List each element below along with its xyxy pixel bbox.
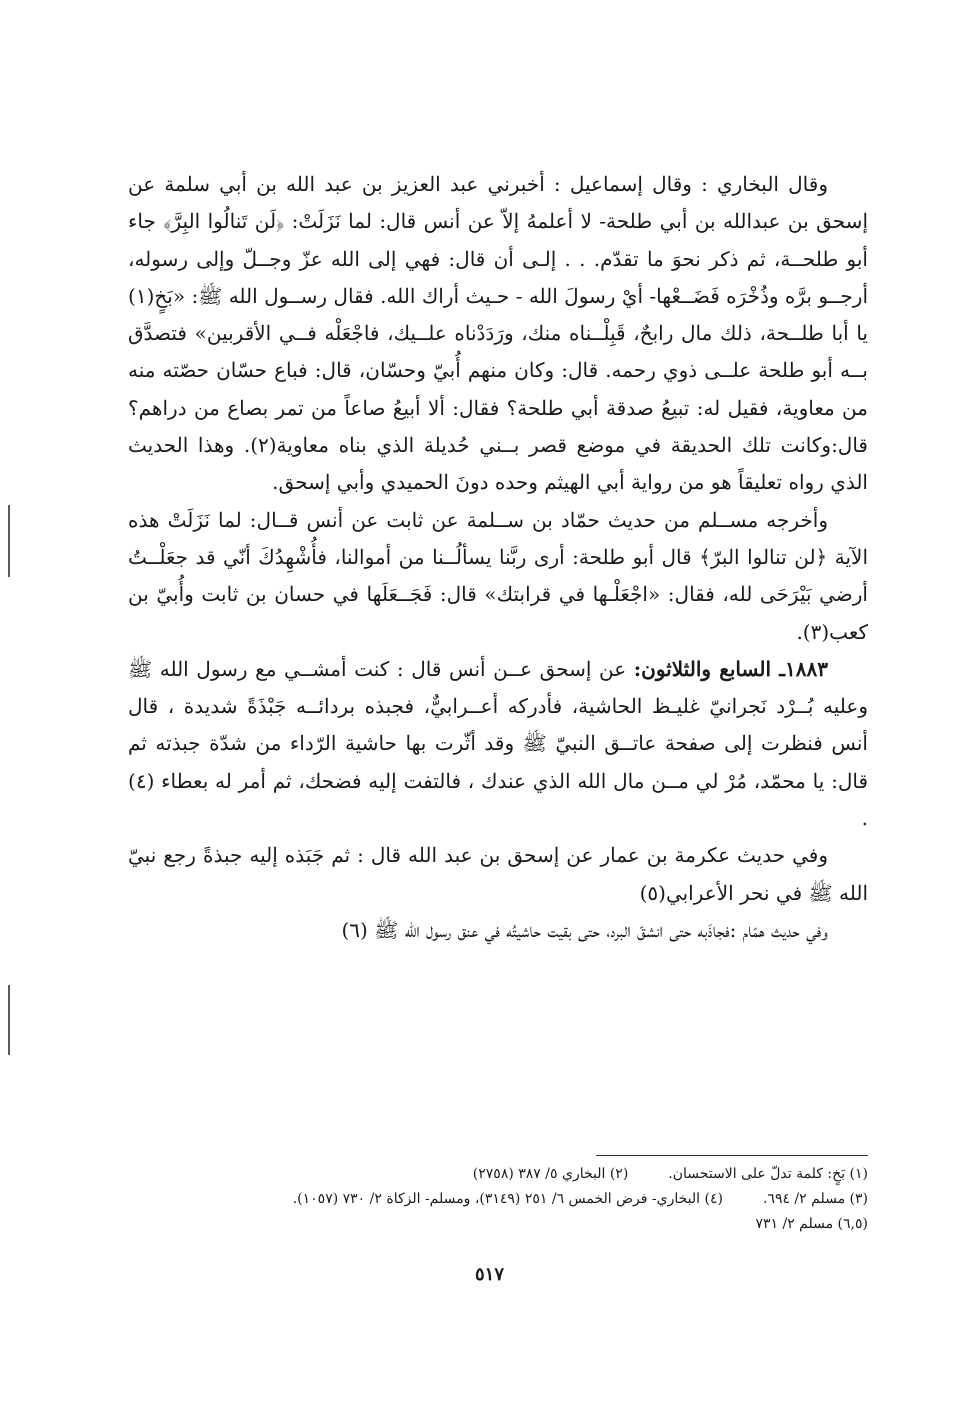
- paragraph-hadith-1883: [128, 651, 868, 837]
- paragraph-hammam: وفي حديث همّام :فجاذَبه حتى انشقّ البرد، حتى بقيت حاشيتُه في عنق رسول الله ﷺ (٦): [341, 917, 828, 942]
- main-text: [128, 166, 868, 949]
- footnotes: [128, 1162, 868, 1237]
- footnote-3: (٣) مسلم ٢/ ٦٩٤.: [762, 1191, 868, 1207]
- footnote-5-6: (٦,٥) مسلم ٢/ ٧٣١: [755, 1216, 868, 1232]
- hadith-body: عن إسحق عــن أنس قال : كنت أمشــي مع رسول الله ﷺ وعليه بُــرْد نَجرانيّ غليـظ الحاشية، فأدركه أعــرابيٌّ، فجبذه بردائــه جَبْذَةً شديدة ، قال أنس فنظرت إلى صفحة عاتــق النبيّ ﷺ وقد أثّرت بها حاشية الرّداء من شدّة جبذته ثم قال: يا محمّد، مُرْ لي مــن مال الله الذي عندك ، فالتفت إليه فضحك، ثم أمر له بعطاء (٤) .: [128, 656, 868, 831]
- margin-mark-lower: [8, 985, 10, 1055]
- footnote-2: (٢) البخاري ٥/ ٣٨٧ (٢٧٥٨): [472, 1166, 629, 1182]
- page-number: ٥١٧: [474, 1264, 504, 1285]
- hadith-heading: ١٨٨٣ـ السابع والثلاثون:: [633, 656, 828, 681]
- footnote-1: (١) بَخٍ: كلمة تدلّ على الاستحسان.: [668, 1166, 868, 1182]
- footnote-separator: [596, 1155, 868, 1156]
- paragraph-muslim: وأخرجه مســلم من حديث حمّاد بن ســلمة عن ثابت عن أنس قــال: لما نَزَلَتْ هذه الآية ﴿لن تنالوا البرّ﴾ قال أبو طلحة: أرى ربَّنا يسألُــنا من أموالنا، فأُشْهِدُكَ أنّي قد جعَلْــتُ أرضي بَيْرَحَى لله، فقال: «اجْعَلْـها في قرابتك» قال: فَجَــعَلَها في حسان بن ثابت وأُبيّ بن كعب(٣).: [128, 507, 868, 644]
- paragraph-ikrima: وفي حديث عكرمة بن عمار عن إسحق بن عبد الله قال : ثم جَبَذه إليه جبذةً رجع نبيّ الله ﷺ في نحر الأعرابي(٥): [128, 843, 868, 905]
- margin-mark-upper: [8, 505, 10, 577]
- footnote-row: [128, 1212, 868, 1237]
- paragraph-bukhari: وقال البخاري : وقال إسماعيل : أخبرني عبد العزيز بن عبد الله بن أبي سلمة عن إسحق بن عبدالله بن أبي طلحة- لا أعلمهُ إلاّ عن أنس قال: لما نَزَلَتْ: ﴿لَن تَنالُوا البِرَّ﴾ جاء أبو طلحــة، ثم ذكر نحوَ ما تقدّم. . . إلـى أن قال: فهي إلى الله عزّ وجــلّ وإلى رسوله، أرجــو برَّه وذُخْرَه فَضَــعْها- أيْ رسولَ الله - حـيث أراك الله. فقال رســول الله ﷺ: «بَخٍ(١) يا أبا طلــحة، ذلك مال رابحٌ، قَبِلْــناه منك، ورَدَدْناه علــيك، فاجْعَلْه فــي الأقربين» فتصدَّق بــه أبو طلحة علــى ذوي رحمه. قال: وكان منهم أُبيّ وحسّان، قال: فباع حسّان حصّته منه من معاوية، فقيل له: تبيعُ صدقة أبي طلحة؟ فقال: ألا أبيعُ صاعاً من تمر بصاع من دراهم؟ قال:وكانت تلك الحديقة في موضع قصر بــني حُديلة الذي بناه معاوية(٢). وهذا الحديث الذي رواه تعليقاً هو من رواية أبي الهيثم وحده دونَ الحميدي وأبي إسحق.: [128, 172, 868, 495]
- footnote-row: [128, 1187, 868, 1212]
- footnote-4: (٤) البخاري- فرض الخمس ٦/ ٢٥١ (٣١٤٩)، ومسلم- الزكاة ٢/ ٧٣٠ (١٠٥٧).: [292, 1191, 723, 1207]
- footnote-row: [128, 1162, 868, 1187]
